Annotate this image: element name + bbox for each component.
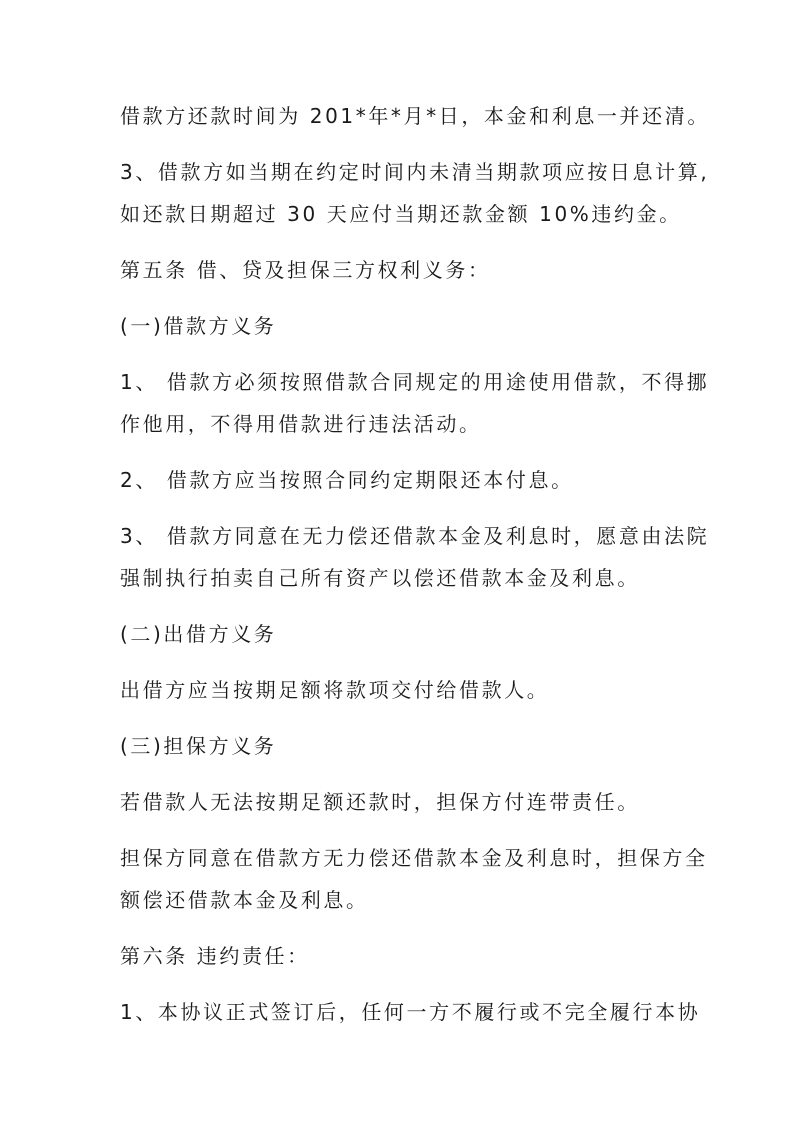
text-line-repayment-time: 借款方还款时间为 201*年*月*日，本金和利息一并还清。 [120,104,710,128]
text-line-lender-obligation: 出借方应当按期足额将款项交付给借款人。 [120,678,550,702]
heading-article-5: 第五条 借、贷及担保三方权利义务： [120,258,491,282]
text-line-guarantor-joint-liability: 若借款人无法按期足额还款时，担保方付连带责任。 [120,790,640,814]
subheading-guarantor-obligations: (三)担保方义务 [120,734,277,758]
text-line-borrower-item-1: 1、 借款方必须按照借款合同规定的用途使用借款，不得挪 [120,370,710,394]
subheading-lender-obligations: (二)出借方义务 [120,622,277,646]
text-line-clause-3-penalty: 如还款日期超过 30 天应付当期还款金额 10%违约金。 [120,202,682,226]
text-line-breach-item-1: 1、本协议正式签订后，任何一方不履行或不完全履行本协 [120,1000,701,1024]
text-line-guarantor-repayment: 担保方同意在借款方无力偿还借款本金及利息时，担保方全 [120,846,708,870]
subheading-borrower-obligations: (一)借款方义务 [120,314,277,338]
text-line-borrower-item-3: 3、 借款方同意在无力偿还借款本金及利息时，愿意由法院 [120,524,710,548]
text-line-guarantor-repayment-cont: 额偿还借款本金及利息。 [120,888,369,912]
text-line-borrower-item-2: 2、 借款方应当按照合同约定期限还本付息。 [120,468,574,492]
text-line-borrower-item-1-cont: 作他用，不得用借款进行违法活动。 [120,412,482,436]
heading-article-6: 第六条 违约责任： [120,944,310,968]
text-line-clause-3-daily-interest: 3、借款方如当期在约定时间内未清当期款项应按日息计算, [120,160,710,184]
text-line-borrower-item-3-cont: 强制执行拍卖自己所有资产以偿还借款本金及利息。 [120,566,640,590]
